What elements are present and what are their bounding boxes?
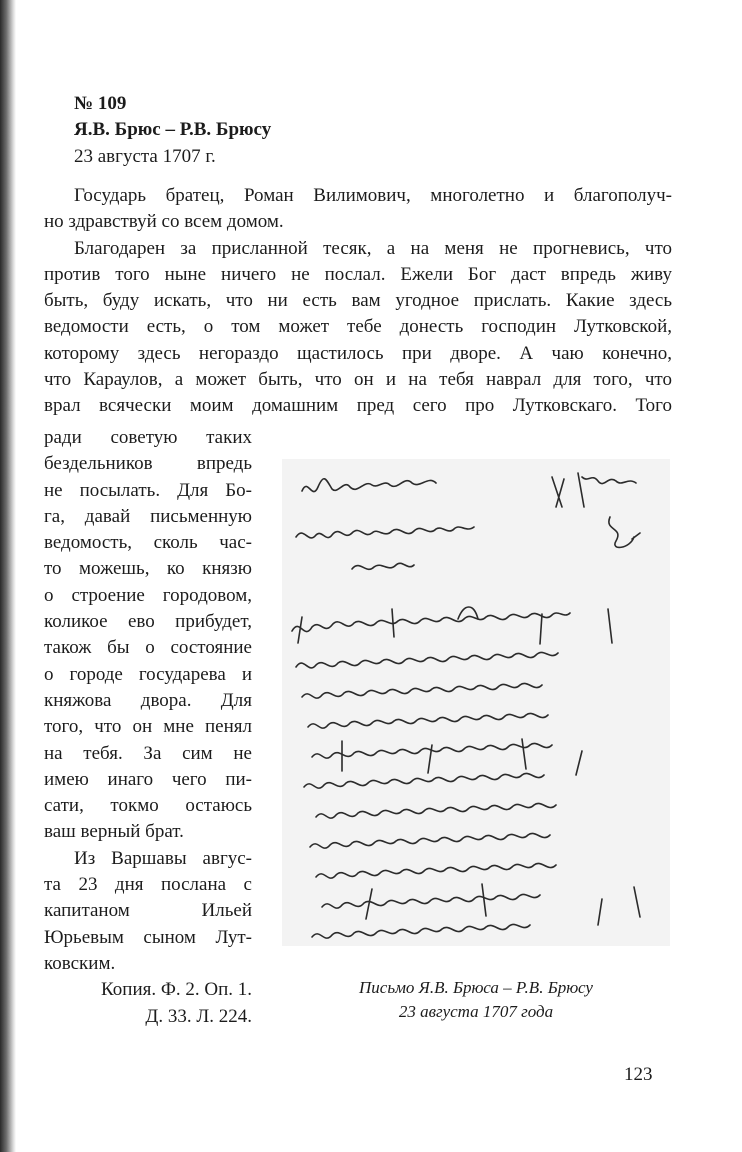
- caption-line: Письмо Я.В. Брюса – Р.В. Брюсу: [359, 978, 593, 997]
- text-line: о строение городовом,: [44, 584, 252, 606]
- text-line: врал всячески моим домашним пред сего про Лутковскаго. Того: [44, 395, 672, 417]
- text-line: коликое ево прибудет,: [44, 611, 252, 633]
- text-line: не посылать. Для Бо-: [44, 479, 252, 501]
- archive-reference-line: Копия. Ф. 2. Оп. 1.: [101, 979, 252, 1001]
- text-line: против того ныне ничего не послал. Ежели Бог даст впредь живу: [44, 263, 672, 285]
- document-date: 23 августа 1707 г.: [74, 146, 216, 167]
- closing-line: ковским.: [44, 952, 116, 974]
- text-line: бездельников впредь: [44, 453, 252, 475]
- page-number: 123: [624, 1064, 653, 1085]
- text-line: ведомость, сколь час-: [44, 532, 252, 554]
- text-line: ради советую таких: [44, 427, 252, 448]
- document-parties: Я.В. Брюс – Р.В. Брюсу: [74, 119, 272, 140]
- text-line: но здравствуй со всем домом.: [44, 211, 284, 233]
- text-line: которому здесь негораздо щастилось при дворе. А чаю конечно,: [44, 342, 672, 364]
- text-line: Благодарен за присланной тесяк, а на меня не прогневись, что: [74, 237, 672, 259]
- handwritten-letter-facsimile: [282, 459, 670, 946]
- text-line: також бы о состояние: [44, 637, 252, 659]
- closing-line: капитаном Ильей: [44, 900, 252, 922]
- text-line: на тебя. За сим не: [44, 742, 252, 764]
- text-line: о городе государева и: [44, 663, 252, 685]
- letter-body-full-width: [44, 183, 672, 420]
- text-line: Государь братец, Роман Вилимович, многолетно и благополуч-: [74, 185, 672, 206]
- closing-line: Юрьевым сыном Лут-: [44, 926, 252, 948]
- text-line: то можешь, ко князю: [44, 558, 252, 580]
- text-line: что Караулов, а может быть, что он и на тебя наврал для того, что: [44, 369, 672, 391]
- caption-line: 23 августа 1707 года: [398, 1002, 554, 1021]
- handwriting-scribbles: [282, 459, 670, 946]
- text-line: ваш верный брат.: [44, 821, 184, 843]
- figure-caption: [282, 976, 670, 1024]
- archive-reference-line: Д. 33. Л. 224.: [145, 1005, 252, 1027]
- text-line: княжова двора. Для: [44, 689, 252, 711]
- text-line: ведомости есть, о том может тебе донесть господин Лутковской,: [44, 316, 672, 338]
- closing-line: та 23 дня послана с: [44, 874, 252, 896]
- text-line: га, давай письменную: [44, 505, 252, 527]
- document-number: № 109: [74, 93, 127, 114]
- text-line: быть, буду искать, что ни есть вам угодное прислать. Какие здесь: [44, 290, 672, 312]
- closing-line: Из Варшавы авгус-: [74, 847, 252, 869]
- text-line: сати, токмо остаюсь: [44, 795, 252, 817]
- text-line: того, что он мне пенял: [44, 716, 252, 738]
- text-line: имею инаго чего пи-: [44, 768, 252, 790]
- letter-body-column: [44, 425, 252, 1030]
